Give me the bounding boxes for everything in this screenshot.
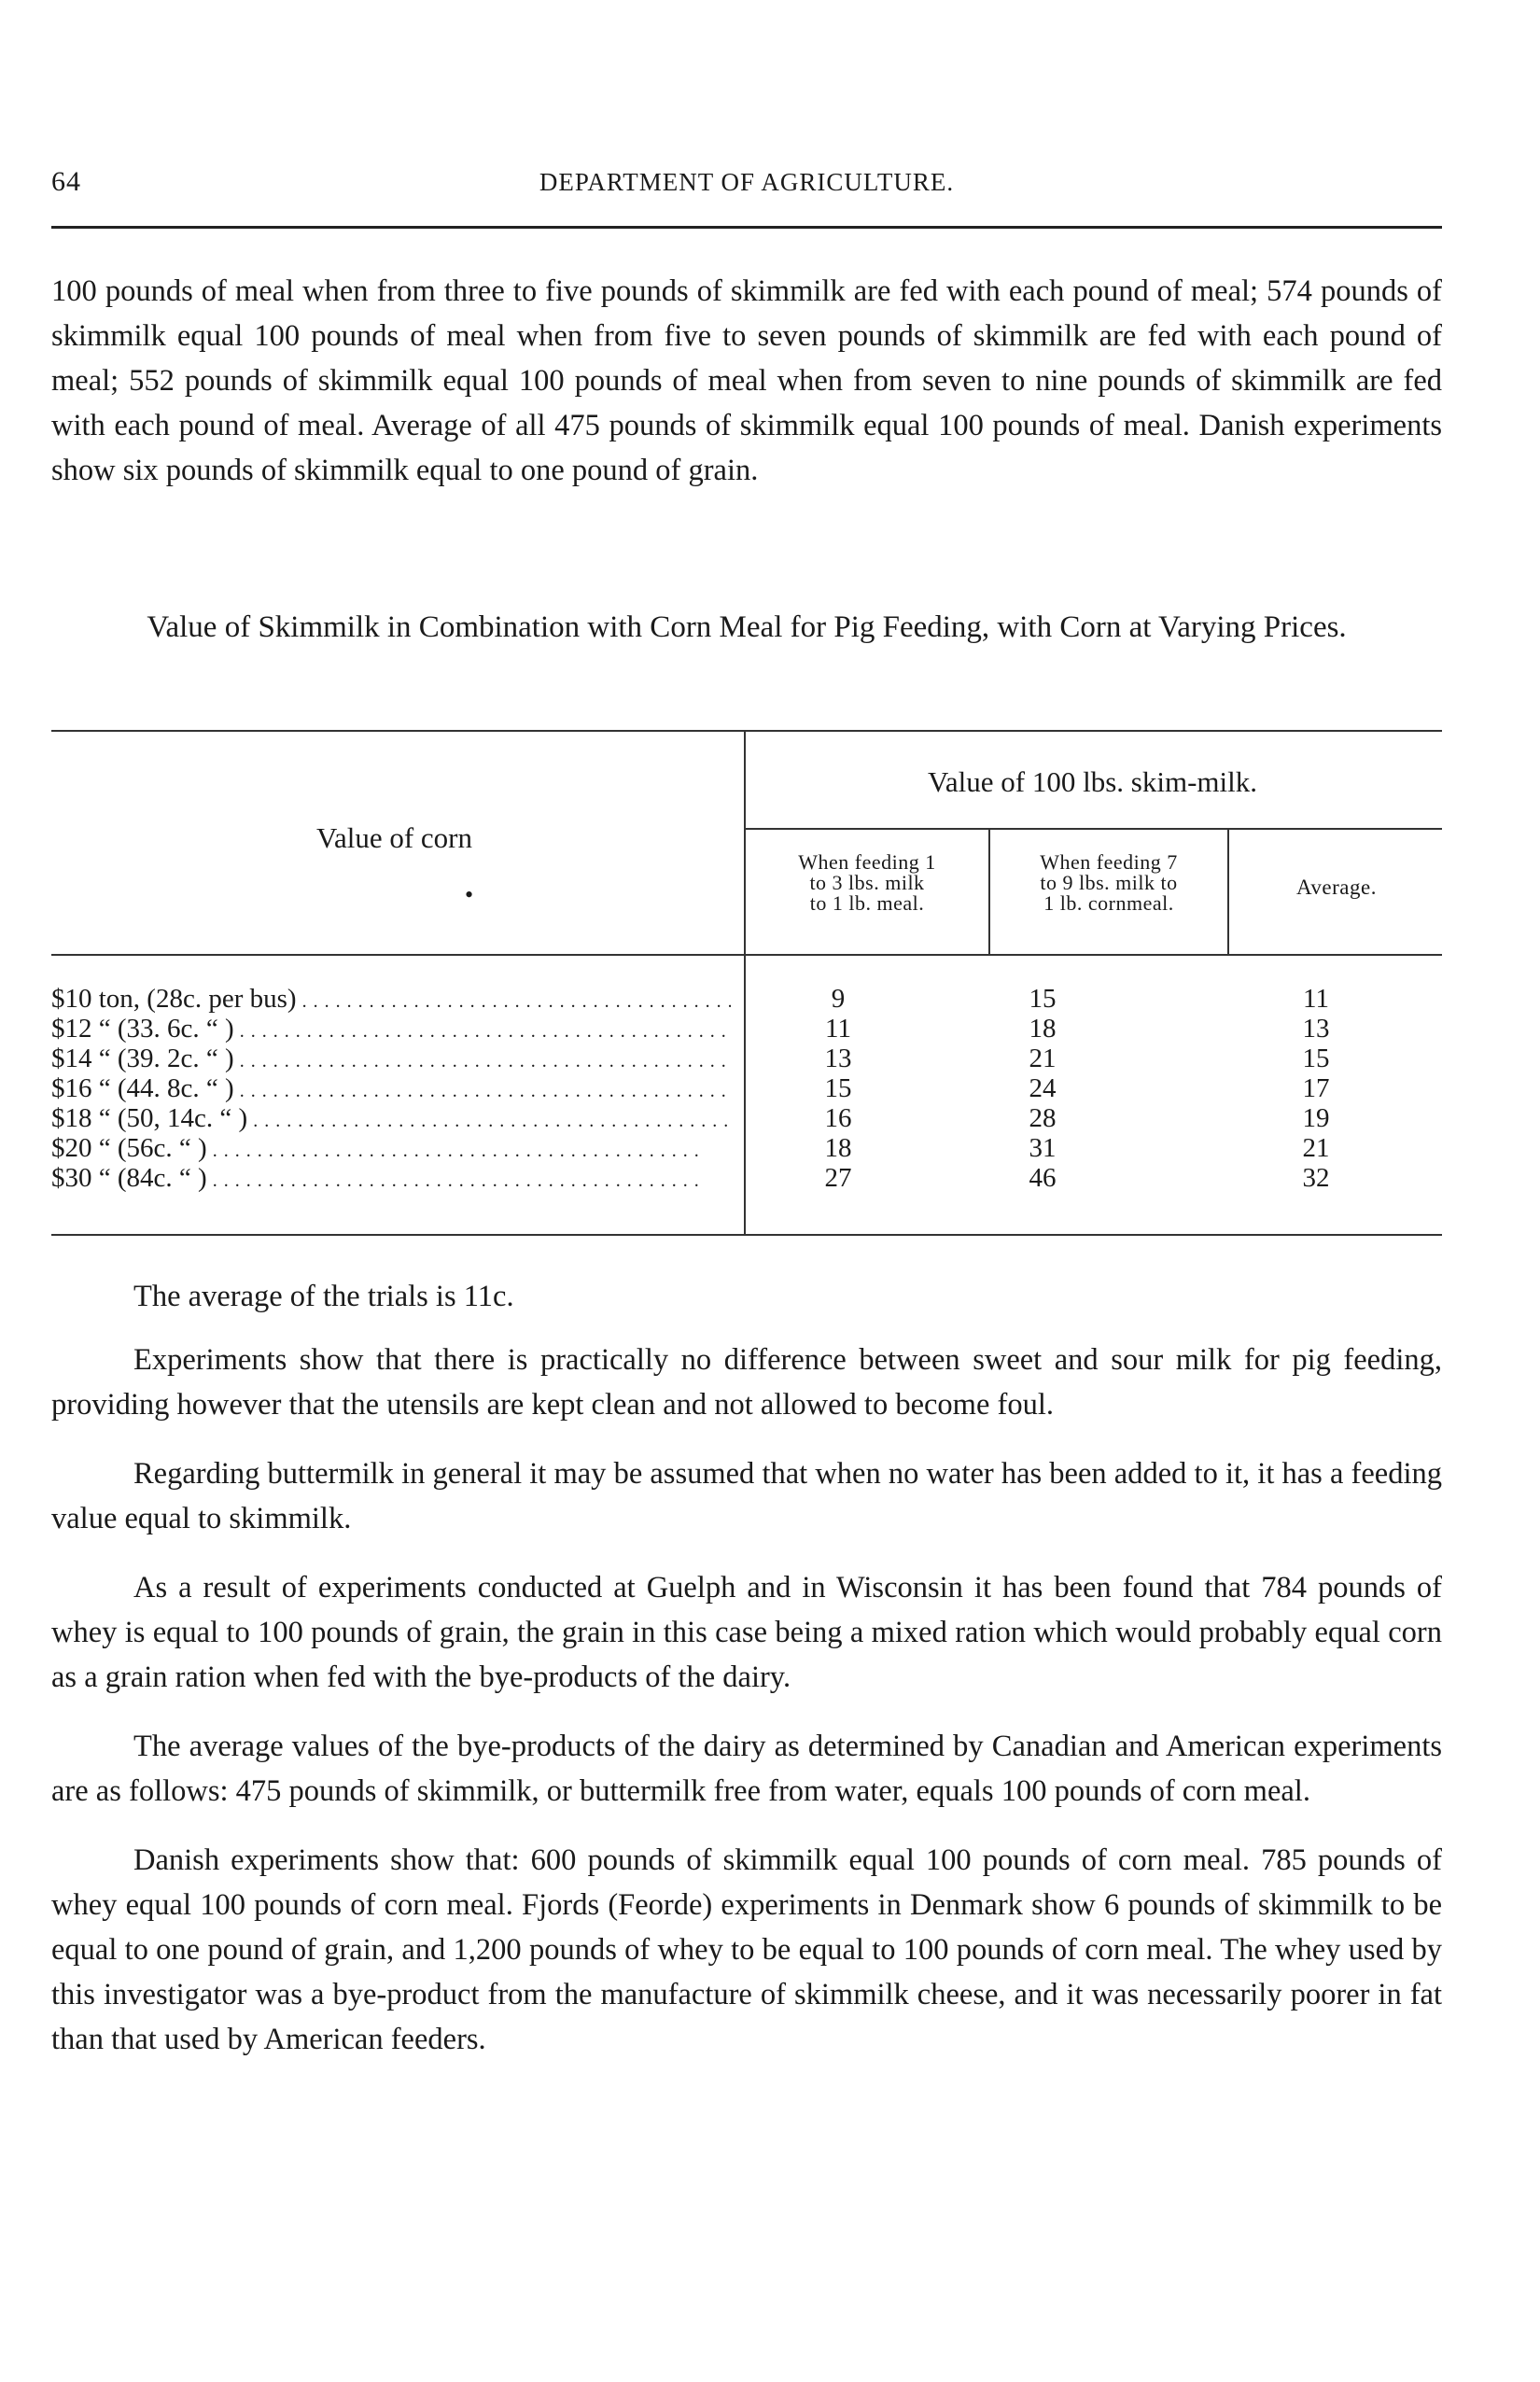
value-7-to-9-cell: 15	[1029, 984, 1057, 1014]
average-cell: 15	[1302, 1044, 1330, 1073]
group-header-rule	[744, 828, 1442, 830]
average-cell: 21	[1302, 1133, 1330, 1163]
subheader-1-to-3-lbs	[748, 852, 987, 914]
value-7-to-9-cell: 18	[1029, 1014, 1057, 1044]
corn-price-cell: $10 ton, (28c. per bus) . . .	[51, 984, 731, 1016]
page-number: 64	[51, 166, 81, 197]
value-1-to-3-cell: 16	[824, 1103, 852, 1133]
subheader-line: When feeding 1	[798, 850, 936, 874]
corn-price-cell: $18 “ (50, 14c. “ ) . . .	[51, 1103, 731, 1136]
table-caption: Value of Skimmilk in Combination with Corn Meal for Pig Feeding, with Corn at Varying Prices.	[147, 610, 1347, 644]
intro-paragraph: 100 pounds of meal when from three to five pounds of skimmilk are fed with each pound of meal; 574 pounds of skimmilk equal 100 pounds of meal when from five to seven pounds of skimmilk are fed with each pound of meal; 552 pounds of skimmilk equal 100 pounds of meal when from seven to nine pounds of skimmilk are fed with each pound of meal. Average of all 475 pounds of skimmilk equal 100 pounds of meal. Danish experiments show six pounds of skimmilk equal to one pound of grain.	[51, 274, 1442, 487]
value-1-to-3-cell: 11	[825, 1014, 851, 1044]
paragraph-average-trials: The average of the trials is 11c.	[133, 1280, 514, 1313]
value-7-to-9-cell: 46	[1029, 1163, 1057, 1193]
header-dot: •	[465, 881, 474, 908]
average-cell: 32	[1302, 1163, 1330, 1193]
corn-price-cell: $16 “ (44. 8c. “ ) . . .	[51, 1073, 731, 1106]
table-row	[51, 1073, 1442, 1103]
subheader-line: to 3 lbs. milk	[809, 871, 925, 894]
corn-price-cell: $30 “ (84c. “ ) . . .	[51, 1163, 731, 1196]
value-1-to-3-cell: 13	[824, 1044, 852, 1073]
subheader-divider-1	[988, 830, 990, 956]
table-row	[51, 1014, 1442, 1044]
value-1-to-3-cell: 9	[831, 984, 846, 1014]
value-1-to-3-cell: 18	[824, 1133, 852, 1163]
value-7-to-9-cell: 24	[1029, 1073, 1057, 1103]
corn-price-cell: $20 “ (56c. “ ) . . .	[51, 1133, 731, 1166]
skimmilk-value-group-header: Value of 100 lbs. skim-milk.	[927, 765, 1258, 798]
paragraph-buttermilk: Regarding buttermilk in general it may be assumed that when no water has been added to it, it has a feeding value equal to skimmilk.	[51, 1457, 1442, 1535]
body-paragraphs	[51, 1274, 1442, 2086]
subheader-line: to 9 lbs. milk to	[1040, 871, 1178, 894]
subheader-divider-2	[1227, 830, 1229, 956]
table-bottom-rule	[51, 1234, 1442, 1236]
subheader-line: 1 lb. cornmeal.	[1043, 891, 1174, 915]
page-title: DEPARTMENT OF AGRICULTURE.	[539, 168, 955, 196]
intro-paragraph-block	[51, 269, 1442, 493]
paragraph-whey-guelph: As a result of experiments conducted at Guelph and in Wisconsin it has been found that 784 pounds of whey is equal to 100 pounds of grain, the grain in this case being a mixed ration which would probably equal corn as a grain ration when fed with the bye-products of the dairy.	[51, 1571, 1442, 1694]
table-row	[51, 1044, 1442, 1073]
header-bottom-rule	[51, 954, 1442, 956]
table-row	[51, 1103, 1442, 1133]
average-cell: 19	[1302, 1103, 1330, 1133]
value-7-to-9-cell: 31	[1029, 1133, 1057, 1163]
paragraph-danish-experiments: Danish experiments show that: 600 pounds of skimmilk equal 100 pounds of corn meal. 785 pounds of whey equal 100 pounds of corn meal. Fjords (Feorde) experiments in Denmark show 6 pounds of skimmilk to be equal to one pound of grain, and 1,200 pounds of whey to be equal to 100 pounds of corn meal. The whey used by this investigator was a bye-product from the manufacture of skimmilk cheese, and it was necessarily poorer in fat than that used by American feeders.	[51, 1843, 1442, 2056]
running-head	[51, 166, 1442, 203]
header-rule	[51, 226, 1442, 229]
value-7-to-9-cell: 21	[1029, 1044, 1057, 1073]
value-1-to-3-cell: 27	[824, 1163, 852, 1193]
value-7-to-9-cell: 28	[1029, 1103, 1057, 1133]
table-top-rule	[51, 730, 1442, 732]
average-header: Average.	[1296, 876, 1377, 899]
subheader-line: to 1 lb. meal.	[809, 891, 925, 915]
corn-price-cell: $14 “ (39. 2c. “ ) . . .	[51, 1044, 731, 1076]
skimmilk-value-table	[51, 730, 1442, 1253]
table-body	[51, 984, 1442, 1193]
subheader-line: When feeding 7	[1040, 850, 1178, 874]
paragraph-sweet-sour-milk: Experiments show that there is practically no difference between sweet and sour milk for pig feeding, providing however that the utensils are kept clean and not allowed to become foul.	[51, 1343, 1442, 1422]
average-cell: 11	[1303, 984, 1329, 1014]
average-cell: 13	[1302, 1014, 1330, 1044]
corn-value-header: Value of corn	[316, 821, 472, 854]
value-1-to-3-cell: 15	[824, 1073, 852, 1103]
paragraph-average-values: The average values of the bye-products of the dairy as determined by Canadian and American experiments are as follows: 475 pounds of skimmilk, or buttermilk free from water, equals 100 pounds of corn meal.	[51, 1730, 1442, 1808]
average-cell: 17	[1302, 1073, 1330, 1103]
table-row	[51, 1163, 1442, 1193]
table-row	[51, 1133, 1442, 1163]
subheader-7-to-9-lbs	[992, 852, 1225, 914]
table-row	[51, 984, 1442, 1014]
corn-price-cell: $12 “ (33. 6c. “ ) . . .	[51, 1014, 731, 1046]
